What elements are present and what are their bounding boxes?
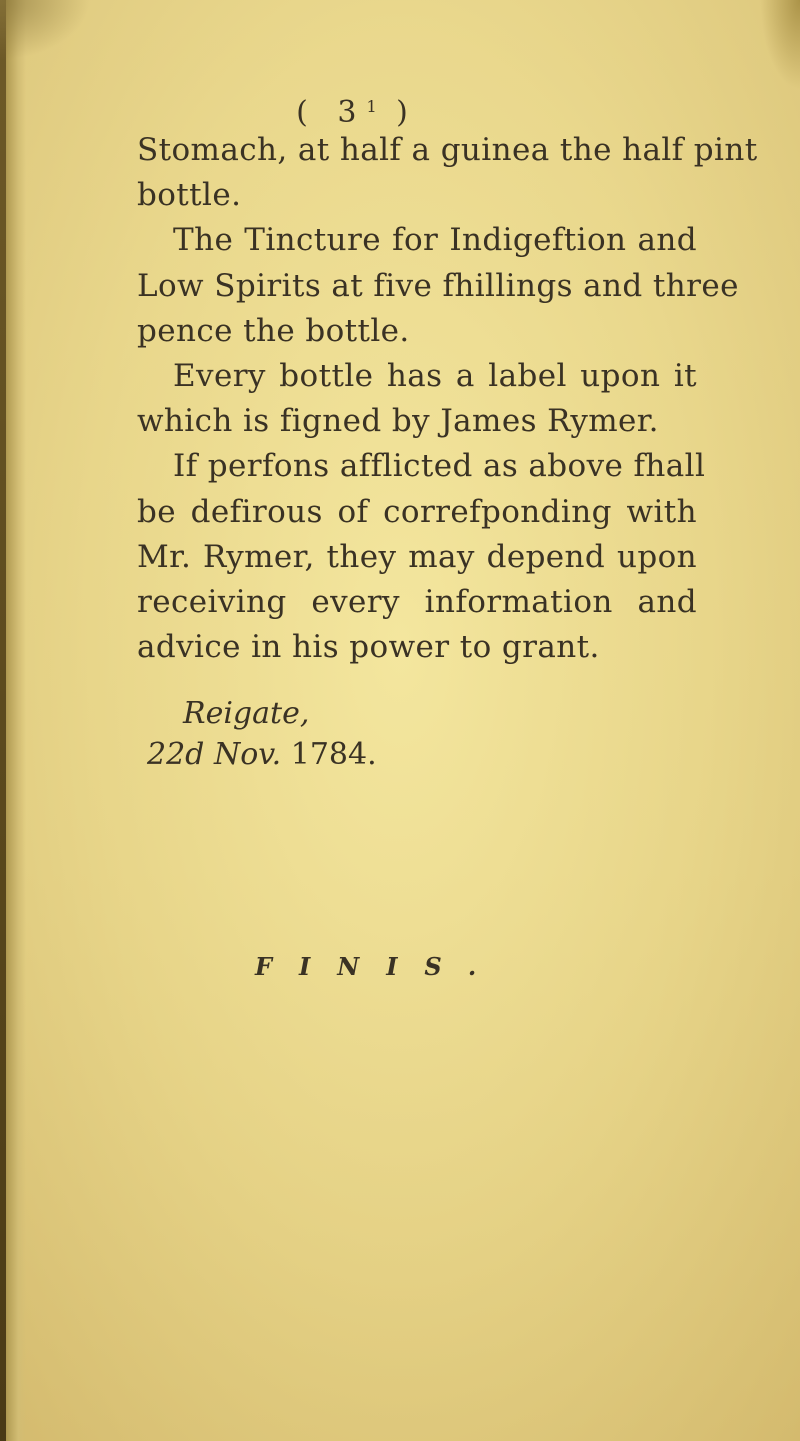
date-day: 22d: [147, 737, 205, 773]
text-line: Stomach, at half a guinea the half pint: [137, 132, 758, 168]
page-stain-top-right: [760, 0, 800, 90]
text-line: pence the bottle.: [137, 312, 410, 349]
text-line: If perfons afflicted as above fhall: [173, 448, 706, 485]
text-line: Every bottle has a label upon it: [173, 358, 697, 395]
place-line: Reigate,: [183, 696, 310, 732]
page-number: [137, 92, 567, 128]
text-line: The Tincture for Indigeftion and: [173, 222, 697, 259]
text-line: be defirous of correfponding with: [137, 493, 697, 530]
date-line: [137, 734, 697, 776]
text-line: which is figned by James Rymer.: [137, 403, 659, 440]
text-line: Low Spirits at five fhillings and three: [137, 267, 739, 304]
page-number-sup: 1: [366, 97, 377, 116]
body-text: [137, 128, 758, 670]
text-line: advice in his power to grant.: [137, 629, 600, 666]
date-month: Nov.: [213, 737, 282, 773]
text-line: bottle.: [137, 177, 242, 214]
date-year: 1784.: [290, 737, 377, 773]
text-line: Mr. Rymer, they may depend upon: [137, 538, 697, 575]
page-text: [137, 92, 758, 776]
finis-label: FINIS.: [255, 952, 504, 981]
text-line: receiving every information and: [137, 584, 697, 621]
page-number-close: ): [376, 95, 418, 130]
page-binding-edge: [0, 0, 6, 1441]
page-number-open: ( 3: [296, 95, 367, 130]
page-stain-top-left: [0, 0, 90, 60]
